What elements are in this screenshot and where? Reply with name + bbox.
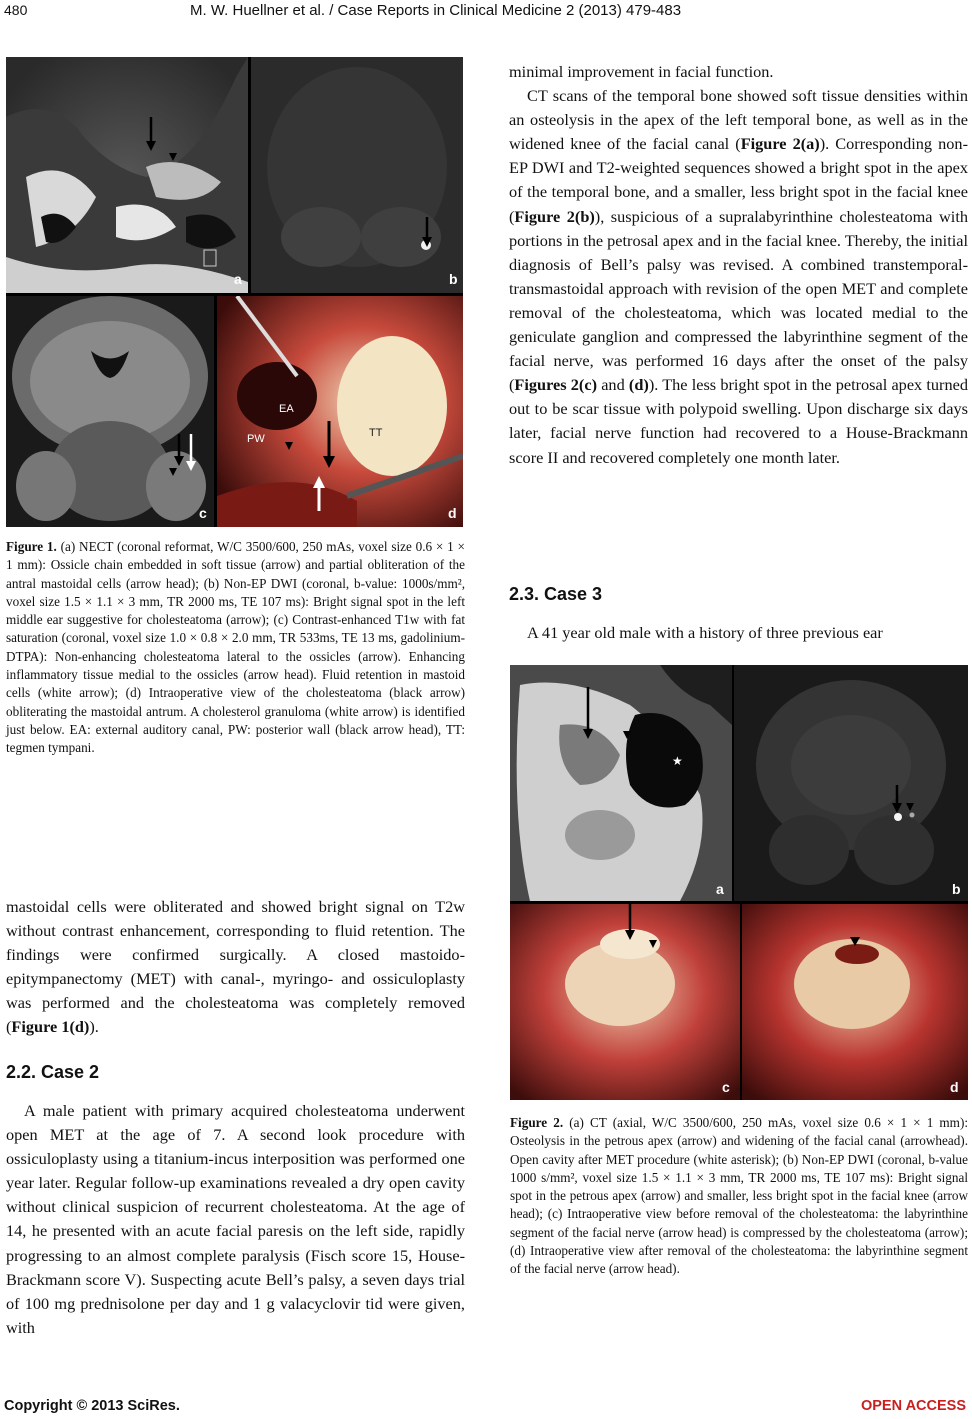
figure-1-caption-text: (a) NECT (coronal reformat, W/C 3500/600, 250 mAs, voxel size 0.6 × 1 × 1 mm): Ossicle chain embedded in soft tissue (arrow) and partial obliteration of the antral mastoidal cells (arrow head); (b) Non-EP DWI (coronal, b-value: 1000s/mm², voxel size 1.5 × 1.1 × 3 mm, TR 2000 ms, TE 107 ms): Bright signal spot in the left middle ear suggestive for cholesteatoma (arrow); (c) Contrast-enhanced T1w with fat saturation (coronal, voxel size 1.0 × 0.8 × 2.0 mm, TR 533ms, TE 13 ms, gadolinium-DTPA): Non-enhancing cholesteatoma lateral to the ossicles (arrow). Enhancing inflammatory tissue medial to the ossicles (arrow head). Fluid retention in mastoid cells (white arrow); (d) Intraoperative view of the cholesteatoma (black arrow) obliterating the mastoidal antrum. A cholesterol granuloma (white arrow) is identified just below. EA: external auditory canal, PW: posterior wall (black arrow head), TT: tegmen tympani. (6, 539, 465, 756)
paragraph-case1-end: mastoidal cells were obliterated and showed bright signal on T2w without contrast enhancement, corresponding to fluid retention. The findings were confirmed surgically. A closed mastoido-epitympanectomy (MET) with canal-, myringo- and ossiculoplasty was performed and the cholesteatoma was completely removed (Figure 1(d)). (6, 897, 465, 1037)
paragraph-case3: A 41 year old male with a history of three previous ear (527, 623, 883, 642)
ct-axial-image (510, 665, 732, 901)
t1w-image (6, 296, 214, 527)
figure-2 (510, 665, 968, 1100)
svg-text:★: ★ (672, 754, 683, 768)
section-heading-case3: 2.3. Case 3 (509, 584, 603, 604)
figure-1-panel-a (6, 57, 248, 293)
running-title: M. W. Huellner et al. / Case Reports in Clinical Medicine 2 (2013) 479-483 (190, 2, 682, 19)
figure-2b-ref[interactable]: Figure 2(b) (514, 206, 595, 226)
figure-2-panel-c (510, 904, 740, 1100)
paragraph-case2: A male patient with primary acquired cholesteatoma underwent open MET at the age of 7. A second look procedure with ossiculoplasty using a titanium-incus interposition was performed one year later. Regular follow-up examinations revealed a dry open cavity without clinical suspicion of recurrent cholesteatoma. At the age of 14, he presented with an acute facial paresis on the left side, rapidly progressing to an almost complete paralysis (Fisch score 15, House-Brackmann score V). Suspecting acute Bell’s palsy, a seven days trial of 100 mg prednisolone per day and 1 g valacyclovir tid were given, with (6, 1101, 465, 1337)
figure-1-panel-d (217, 296, 463, 527)
figure-1 (6, 57, 463, 527)
panel-label-d: d (448, 505, 457, 521)
page-number: 480 (4, 2, 28, 18)
figure-1d-ref[interactable]: Figure 1(d) (11, 1017, 90, 1037)
right-column-case3 (509, 621, 968, 645)
left-column-case2 (6, 1099, 465, 1340)
intraoperative-image (217, 296, 463, 527)
figure-2a-ref[interactable]: Figure 2(a) (740, 134, 820, 154)
intraoperative-after-image (742, 904, 968, 1100)
figure-2-caption-text: (a) CT (axial, W/C 3500/600, 250 mAs, voxel size 0.6 × 1 × 1 mm): Osteolysis in the petrous apex (arrow) and widening of the facial canal (arrowhead). Open cavity after MET procedure (white asterisk); (b) Non-EP DWI (coronal, b-value 1000 s/mm², voxel size 1.5 × 1.1 × 3 mm, TR 2000 ms, TE 107 ms): Bright signal spot in the petrous apex (arrow) and smaller, less bright spot in the facial knee (arrow head); (c) Intraoperative view before removal of the cholesteatoma: the labyrinthine segment of the facial nerve (arrow head) is compressed by the cholesteatoma (arrow); (d) Intraoperative view after removal of the cholesteatoma: the labyrinthine segment of the facial nerve (arrow head). (510, 1115, 968, 1277)
panel-label-b: b (449, 271, 458, 287)
figure-1-caption-label: Figure 1. (6, 539, 57, 554)
figure-2-panel-a (510, 665, 732, 901)
figure-2c-ref[interactable]: Figures 2(c) (514, 375, 597, 395)
panel-label-2d: d (950, 1079, 959, 1095)
dwi-image (251, 57, 463, 293)
figure-2-caption-label: Figure 2. (510, 1115, 564, 1130)
section-heading-case2: 2.2. Case 2 (6, 1062, 100, 1082)
pw-annotation: PW (247, 433, 265, 445)
paragraph-ct-findings: CT scans of the temporal bone showed soft tissue densities within an osteolysis in the apex of the left temporal bone, as well as in the widened knee of the facial canal (Figure 2(a)). Corresponding non-EP DWI and T2-weighted sequences showed a bright spot in the apex of the temporal bone, and a smaller, less bright spot in the facial knee (Figure 2(b)), suspicious of a supralabyrinthine cholesteatoma with portions in the petrosal apex and in the facial knee. Thereby, the initial diagnosis of Bell’s palsy was revised. A combined transtemporal-transmastoidal approach with revision of the open MET and complete removal of the cholesteatoma, which was located medial to the geniculate ganglion and compressed the labyrinthine segment of the facial nerve, was performed 16 days after the onset of the palsy (Figures 2(c) and (d)). The less bright spot in the petrosal apex turned out to be scar tissue with polypoid swelling. Upon discharge six days later, facial nerve function had recovered to a House-Brackmann score II and recovered completely one month later. (509, 86, 968, 467)
figure-2-caption (510, 1114, 968, 1279)
panel-label-2a: a (716, 881, 724, 897)
figure-2-panel-d (742, 904, 968, 1100)
figure-2-panel-b (734, 665, 968, 901)
figure-1-panel-c (6, 296, 214, 527)
figure-1-panel-b (251, 57, 463, 293)
dwi-coronal-image (734, 665, 968, 901)
panel-label-2b: b (952, 881, 961, 897)
right-column-text (509, 60, 968, 470)
left-column-text (6, 895, 465, 1040)
open-access-label: OPEN ACCESS (860, 1398, 966, 1414)
intraoperative-before-image (510, 904, 740, 1100)
panel-label-2c: c (722, 1079, 730, 1095)
paragraph-continuation: minimal improvement in facial function. (509, 62, 774, 81)
figure-1-caption (6, 538, 465, 758)
panel-label-c: c (199, 505, 207, 521)
figure-2d-ref[interactable]: (d) (628, 375, 649, 395)
panel-label-a: a (234, 271, 242, 287)
ct-image (6, 57, 248, 293)
ea-annotation: EA (279, 403, 294, 415)
copyright-notice: Copyright © 2013 SciRes. (4, 1398, 180, 1414)
tt-annotation: TT (369, 427, 383, 439)
